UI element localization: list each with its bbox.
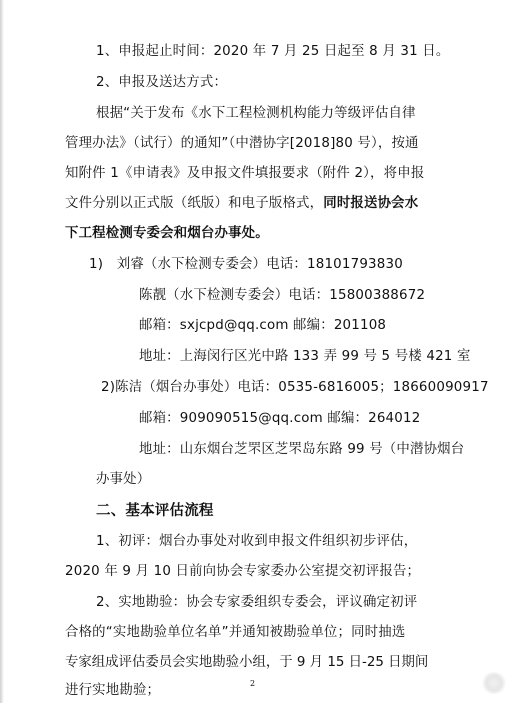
page-number: 2: [250, 679, 256, 688]
contact-chen-jie-phone: 2)陈洁（烟台办事处）电话：0535-6816005；18660090917: [101, 380, 489, 395]
paragraph-line: 根据“关于发布《水下工程检测机构能力等级评估自律: [96, 106, 416, 121]
paragraph-bold-line: 下工程检测专委会和烟台办事处。: [65, 226, 269, 241]
paragraph-line: 2、实地勘验：协会专家委组织专委会，评议确定初评: [96, 595, 418, 610]
paragraph-line: 管理办法》（试行）的通知”（中潜协字[2018]80 号），按通: [65, 136, 419, 151]
scan-edge-shadow: [0, 0, 4, 703]
contact-email-postcode: 邮箱：sxjcpd@qq.com 邮编：201108: [139, 318, 387, 333]
contact-address-cont: 办事处）: [96, 472, 151, 487]
scan-smudge: [481, 672, 507, 694]
deadline-line: 1、申报起止时间：2020 年 7 月 25 日起至 8 月 31 日。: [96, 44, 450, 59]
contact-liu-phone: 1) 刘睿（水下检测专委会）电话：18101793830: [89, 257, 403, 272]
paragraph-bold-text: 同时报送协会水: [323, 196, 419, 211]
paragraph-text: 文件分别以正式版（纸版）和电子版格式，: [65, 196, 324, 211]
contact-chen-liang-phone: 陈靓（水下检测专委会）电话：15800388672: [139, 288, 426, 303]
paragraph-line: 2020 年 9 月 10 日前向协会专家委办公室提交初评报告；: [65, 564, 421, 579]
contact-email-postcode: 邮箱：909090515@qq.com 邮编：264012: [139, 411, 421, 426]
section-heading: 二、基本评估流程: [96, 503, 214, 519]
paragraph-line: 专家组成评估委员会实地勘验小组，于 9 月 15 日-25 日期间: [65, 655, 429, 670]
paragraph-line: 1、初评：烟台办事处对收到申报文件组织初步评估，: [96, 534, 418, 549]
submission-method-heading: 2、申报及送达方式：: [96, 75, 228, 90]
paragraph-line: 合格的“实地勘验单位名单”并通知被勘验单位；同时抽选: [65, 625, 406, 640]
paragraph-line: [65, 196, 418, 212]
paragraph-line: 进行实地勘验；: [65, 683, 161, 698]
paragraph-line: 知附件 1《申请表》及申报文件填报要求（附件 2），将申报: [65, 166, 425, 181]
contact-address: 地址：上海闵行区光中路 133 弄 99 号 5 号楼 421 室: [139, 349, 471, 364]
contact-address: 地址：山东烟台芝罘区芝罘岛东路 99 号（中潜协烟台: [139, 442, 465, 457]
